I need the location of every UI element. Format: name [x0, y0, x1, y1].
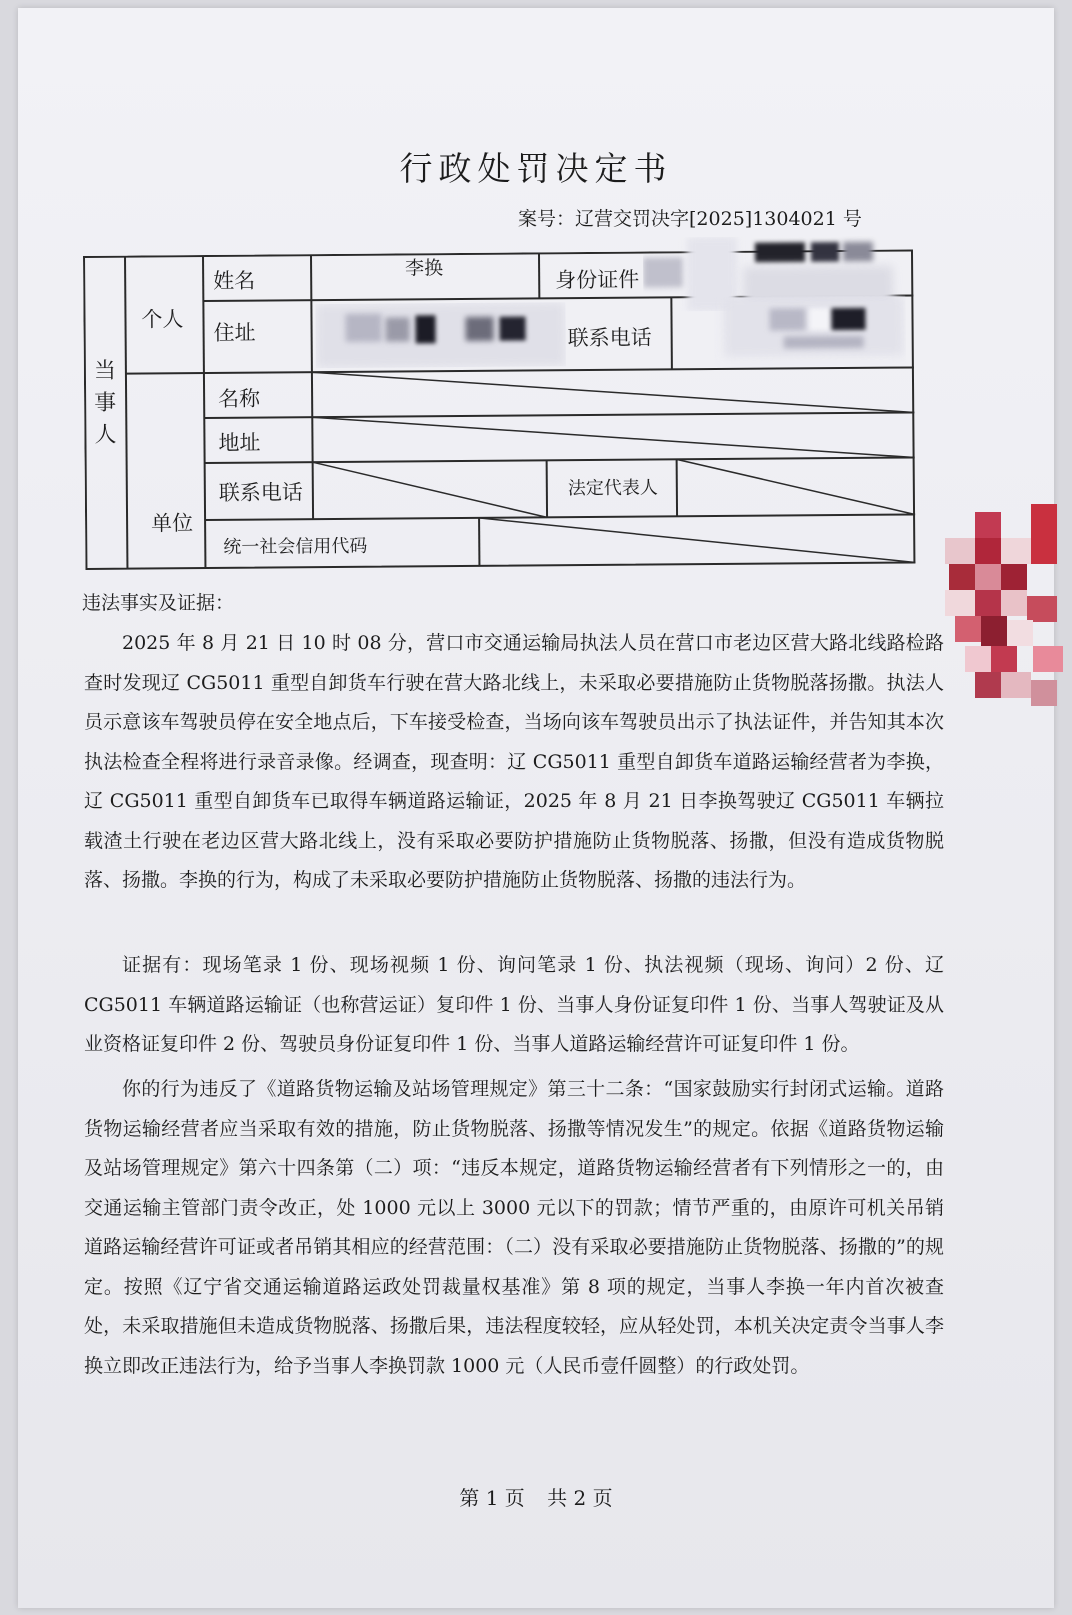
redacted-phone-number [673, 296, 906, 368]
party-label: 当事人 [93, 358, 117, 448]
page-number: 第 1 页 [459, 1486, 525, 1510]
legal-rep-label: 法定代表人 [567, 477, 658, 500]
legal-basis-paragraph: 你的行为违反了《道路货物运输及站场管理规定》第三十二条：“国家鼓励实行封闭式运输。道路货物运输经营者应当采取有效的措施，防止货物脱落、扬撒等情况发生”的规定。依据《道路货物运输及站场管理规定》第六十四条第（二）项：“违反本规定，道路货物运输经营者有下列情形之一的，由交通运输主管部门责令改正，处 1000 元以上 3000 元以下的罚款；情节严重的，由原许可机关吊销道路运输经营许可证或者吊销其相应的经营范围：（二）没有采取必要措施防止货物脱落、扬撒的”的规定。按照《辽宁省交通运输道路运政处罚裁量权基准》第 8 项的规定，当事人李换一年内首次被查处，未采取措施但未造成货物脱落、扬撒后果，违法程度较轻，应从轻处罚，本机关决定责令当事人李换立即改正违法行为，给予当事人李换罚款 1000 元（人民币壹仟圆整）的行政处罚。 [84, 1078, 944, 1377]
phone-label: 联系电话 [567, 325, 652, 351]
case-number [518, 204, 862, 231]
redacted-address [315, 302, 565, 368]
case-number-label: 案号： [518, 208, 576, 230]
redacted-seal [945, 500, 1072, 750]
name-label: 姓名 [213, 268, 256, 293]
org-name-label: 名称 [218, 386, 261, 411]
name-value: 李换 [405, 257, 444, 280]
facts-heading: 违法事实及证据： [82, 592, 235, 614]
party-info-table [83, 249, 917, 572]
org-phone-label: 联系电话 [218, 480, 303, 505]
org-address-label: 地址 [218, 430, 261, 455]
id-label: 身份证件 [555, 267, 640, 293]
address-label: 住址 [213, 320, 256, 345]
individual-label: 个人 [141, 307, 184, 332]
page-total: 共 2 页 [547, 1486, 613, 1510]
case-number-value: 辽营交罚决字[2025]1304021 号 [575, 208, 862, 230]
evidence-paragraph: 证据有：现场笔录 1 份、现场视频 1 份、询问笔录 1 份、执法视频（现场、询问）2 份、辽 CG5011 车辆道路运输证（也称营运证）复印件 1 份、当事人身份证复印件 1 份、当事人驾驶证及从业资格证复印件 2 份、驾驶员身份证复印件 1 份、当事人道路运输经营许可证复印件 1 份。 [84, 954, 944, 1055]
facts-paragraph-1: 2025 年 8 月 21 日 10 时 08 分，营口市交通运输局执法人员在营口市老边区营大路北线路检路查时发现辽 CG5011 重型自卸货车行驶在营大路北线上，未采取必要措施防止货物脱落扬撒。执法人员示意该车驾驶员停在安全地点后，下车接受检查，当场向该车驾驶员出示了执法证件，并告知其本次执法检查全程将进行录音录像。经调查，现查明：辽 CG5011 重型自卸货车道路运输经营者为李换，辽 CG5011 重型自卸货车已取得车辆道路运输证，2025 年 8 月 21 日李换驾驶辽 CG5011 车辆拉载渣土行驶在老边区营大路北线上，没有采取必要防护措施防止货物脱落、扬撒，但没有造成货物脱落、扬撒。李换的行为，构成了未采取必要防护措施防止货物脱落、扬撒的违法行为。 [84, 632, 944, 891]
page-footer [18, 1482, 1054, 1511]
document-title: 行政处罚决定书 [399, 149, 673, 188]
credit-code-label: 统一社会信用代码 [223, 535, 368, 558]
document-page [18, 8, 1054, 1608]
unit-label: 单位 [151, 511, 194, 536]
